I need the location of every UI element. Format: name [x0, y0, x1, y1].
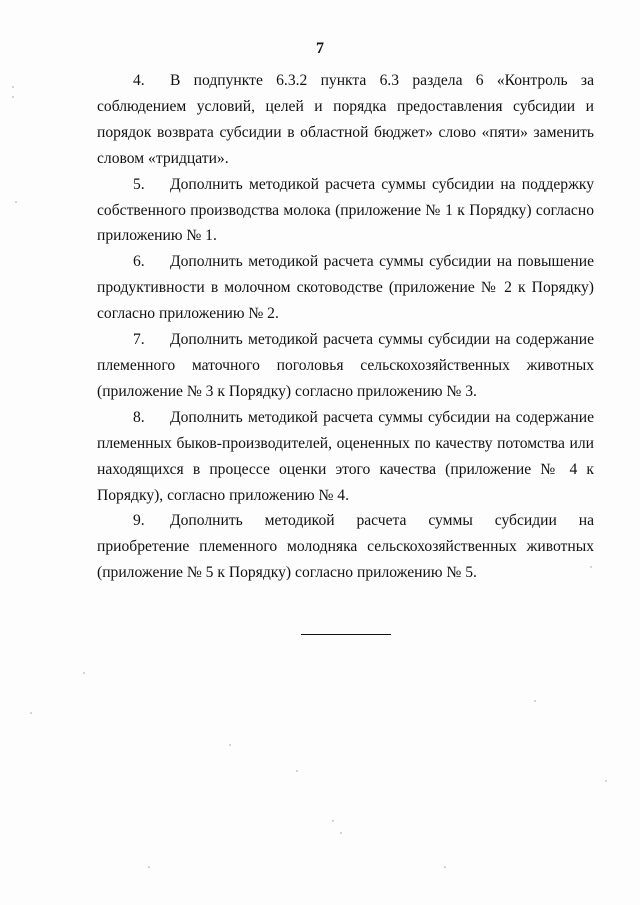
scan-speck — [444, 866, 446, 868]
scan-speck — [15, 201, 17, 203]
item-text: Дополнить методикой расчета суммы субсидии на повышение продуктивности в молочном скотоводстве (приложение № 2 к Порядку) согласно приложению № 2. — [97, 253, 594, 323]
scan-speck — [148, 866, 150, 868]
item-number: 7. — [133, 331, 145, 349]
scan-speck — [83, 672, 85, 674]
scan-speck — [296, 770, 298, 772]
list-item — [97, 327, 594, 405]
item-text: Дополнить методикой расчета суммы субсидии на приобретение племенного молодняка сельскохозяйственных животных (приложение № 5 к Порядку) согласно приложению № 5. — [97, 512, 594, 582]
scan-speck — [340, 832, 342, 834]
scan-speck — [229, 744, 231, 746]
item-text: В подпункте 6.3.2 пункта 6.3 раздела 6 «Контроль за соблюдением условий, целей и порядка предоставления субсидии и порядок возврата субсидии в областной бюджет» слово «пяти» заменить словом «тридцати». — [97, 72, 594, 167]
list-item — [97, 508, 594, 586]
list-item — [97, 172, 594, 250]
list-item — [97, 68, 594, 172]
scan-speck — [590, 566, 592, 568]
document-body — [97, 68, 594, 586]
item-text: Дополнить методикой расчета суммы субсидии на поддержку собственного производства молока (приложение № 1 к Порядку) согласно приложению № 1. — [97, 175, 594, 245]
item-number: 4. — [133, 72, 145, 89]
item-number: 8. — [133, 408, 145, 426]
item-text: Дополнить методикой расчета суммы субсидии на содержание племенного маточного поголовья сельскохозяйственных животных (приложение № 3 к Порядку) согласно приложению № 3. — [97, 331, 594, 400]
scan-speck — [605, 780, 607, 782]
page-number: 7 — [316, 40, 324, 57]
scan-speck — [12, 96, 14, 98]
item-number: 6. — [133, 253, 145, 271]
scan-speck — [30, 712, 32, 714]
list-item — [97, 405, 594, 509]
scan-speck — [534, 700, 536, 702]
item-number: 9. — [133, 512, 145, 530]
item-text: Дополнить методикой расчета суммы субсидии на содержание племенных быков-производителей, оцененных по качеству потомства или находящихся в процессе оценки этого качества (приложение № 4 к Порядку), согласно приложению № 4. — [97, 408, 594, 504]
closing-rule — [301, 634, 391, 635]
list-item — [97, 249, 594, 327]
scan-speck — [12, 86, 14, 88]
scan-speck — [332, 820, 334, 822]
item-number: 5. — [133, 175, 145, 193]
